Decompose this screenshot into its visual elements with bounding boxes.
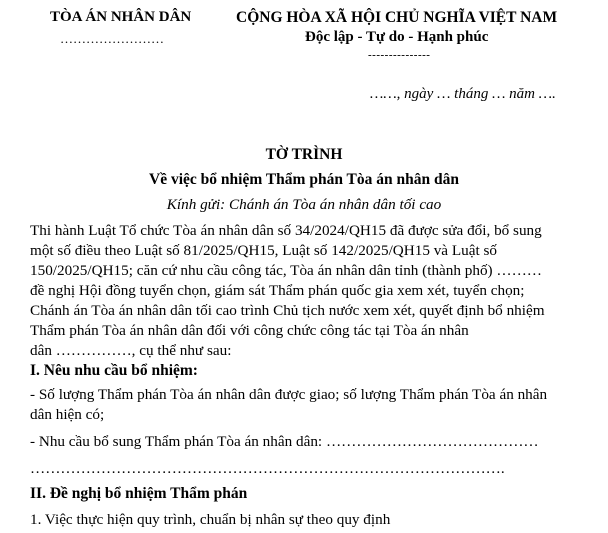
- intro-line: một số điều theo Luật số 81/2025/QH15, Luật số 142/2025/QH15 và Luật số: [30, 242, 497, 259]
- intro-line: Thẩm phán Tòa án nhân dân đối với công chức công tác tại Tòa án nhân: [30, 322, 469, 339]
- intro-line: Thi hành Luật Tổ chức Tòa án nhân dân số 34/2024/QH15 đã được sửa đổi, bổ sung: [30, 222, 542, 239]
- section1-item-2-continuation: ………………………………………………………………………………….: [30, 460, 505, 477]
- intro-paragraph: [30, 221, 545, 361]
- document-title: TỜ TRÌNH: [265, 146, 343, 163]
- section2-item-1: 1. Việc thực hiện quy trình, chuẩn bị nhân sự theo quy định: [30, 511, 391, 528]
- intro-line: dân ……………, cụ thể như sau:: [30, 342, 232, 359]
- document-subject: Về việc bổ nhiệm Thẩm phán Tòa án nhân dân: [149, 171, 459, 188]
- section-heading-2: II. Đề nghị bổ nhiệm Thẩm phán: [30, 485, 248, 502]
- addressee: Kính gửi: Chánh án Tòa án nhân dân tối cao: [166, 196, 442, 213]
- court-name: TÒA ÁN NHÂN DÂN: [50, 9, 192, 25]
- section1-item-1: [30, 385, 547, 425]
- nation-title: CỘNG HÒA XÃ HỘI CHỦ NGHĨA VIỆT NAM: [236, 9, 558, 26]
- intro-line: đề nghị Hội đồng tuyển chọn, giám sát Thẩm phán quốc gia xem xét, tuyển chọn;: [30, 282, 525, 299]
- section-heading-1: I. Nêu nhu cầu bổ nhiệm:: [30, 362, 198, 379]
- motto-underline: ---------------: [368, 49, 431, 61]
- section1-item-line: dân hiện có;: [30, 406, 105, 423]
- motto: Độc lập - Tự do - Hạnh phúc: [305, 29, 489, 45]
- court-name-placeholder: ……………………: [60, 31, 164, 46]
- section1-item-2: - Nhu cầu bổ sung Thẩm phán Tòa án nhân dân: ……………………………………: [30, 433, 539, 450]
- section1-item-line: - Số lượng Thẩm phán Tòa án nhân dân được giao; số lượng Thẩm phán Tòa án nhân: [30, 386, 548, 403]
- intro-line: Chánh án Tòa án nhân dân tối cao trình Chủ tịch nước xem xét, quyết định bổ nhiệm: [30, 302, 545, 319]
- intro-line: 150/2025/QH15; căn cứ nhu cầu công tác, Tòa án nhân dân tỉnh (thành phố) ………: [30, 262, 542, 279]
- date-line: ……, ngày … tháng … năm ….: [370, 86, 556, 102]
